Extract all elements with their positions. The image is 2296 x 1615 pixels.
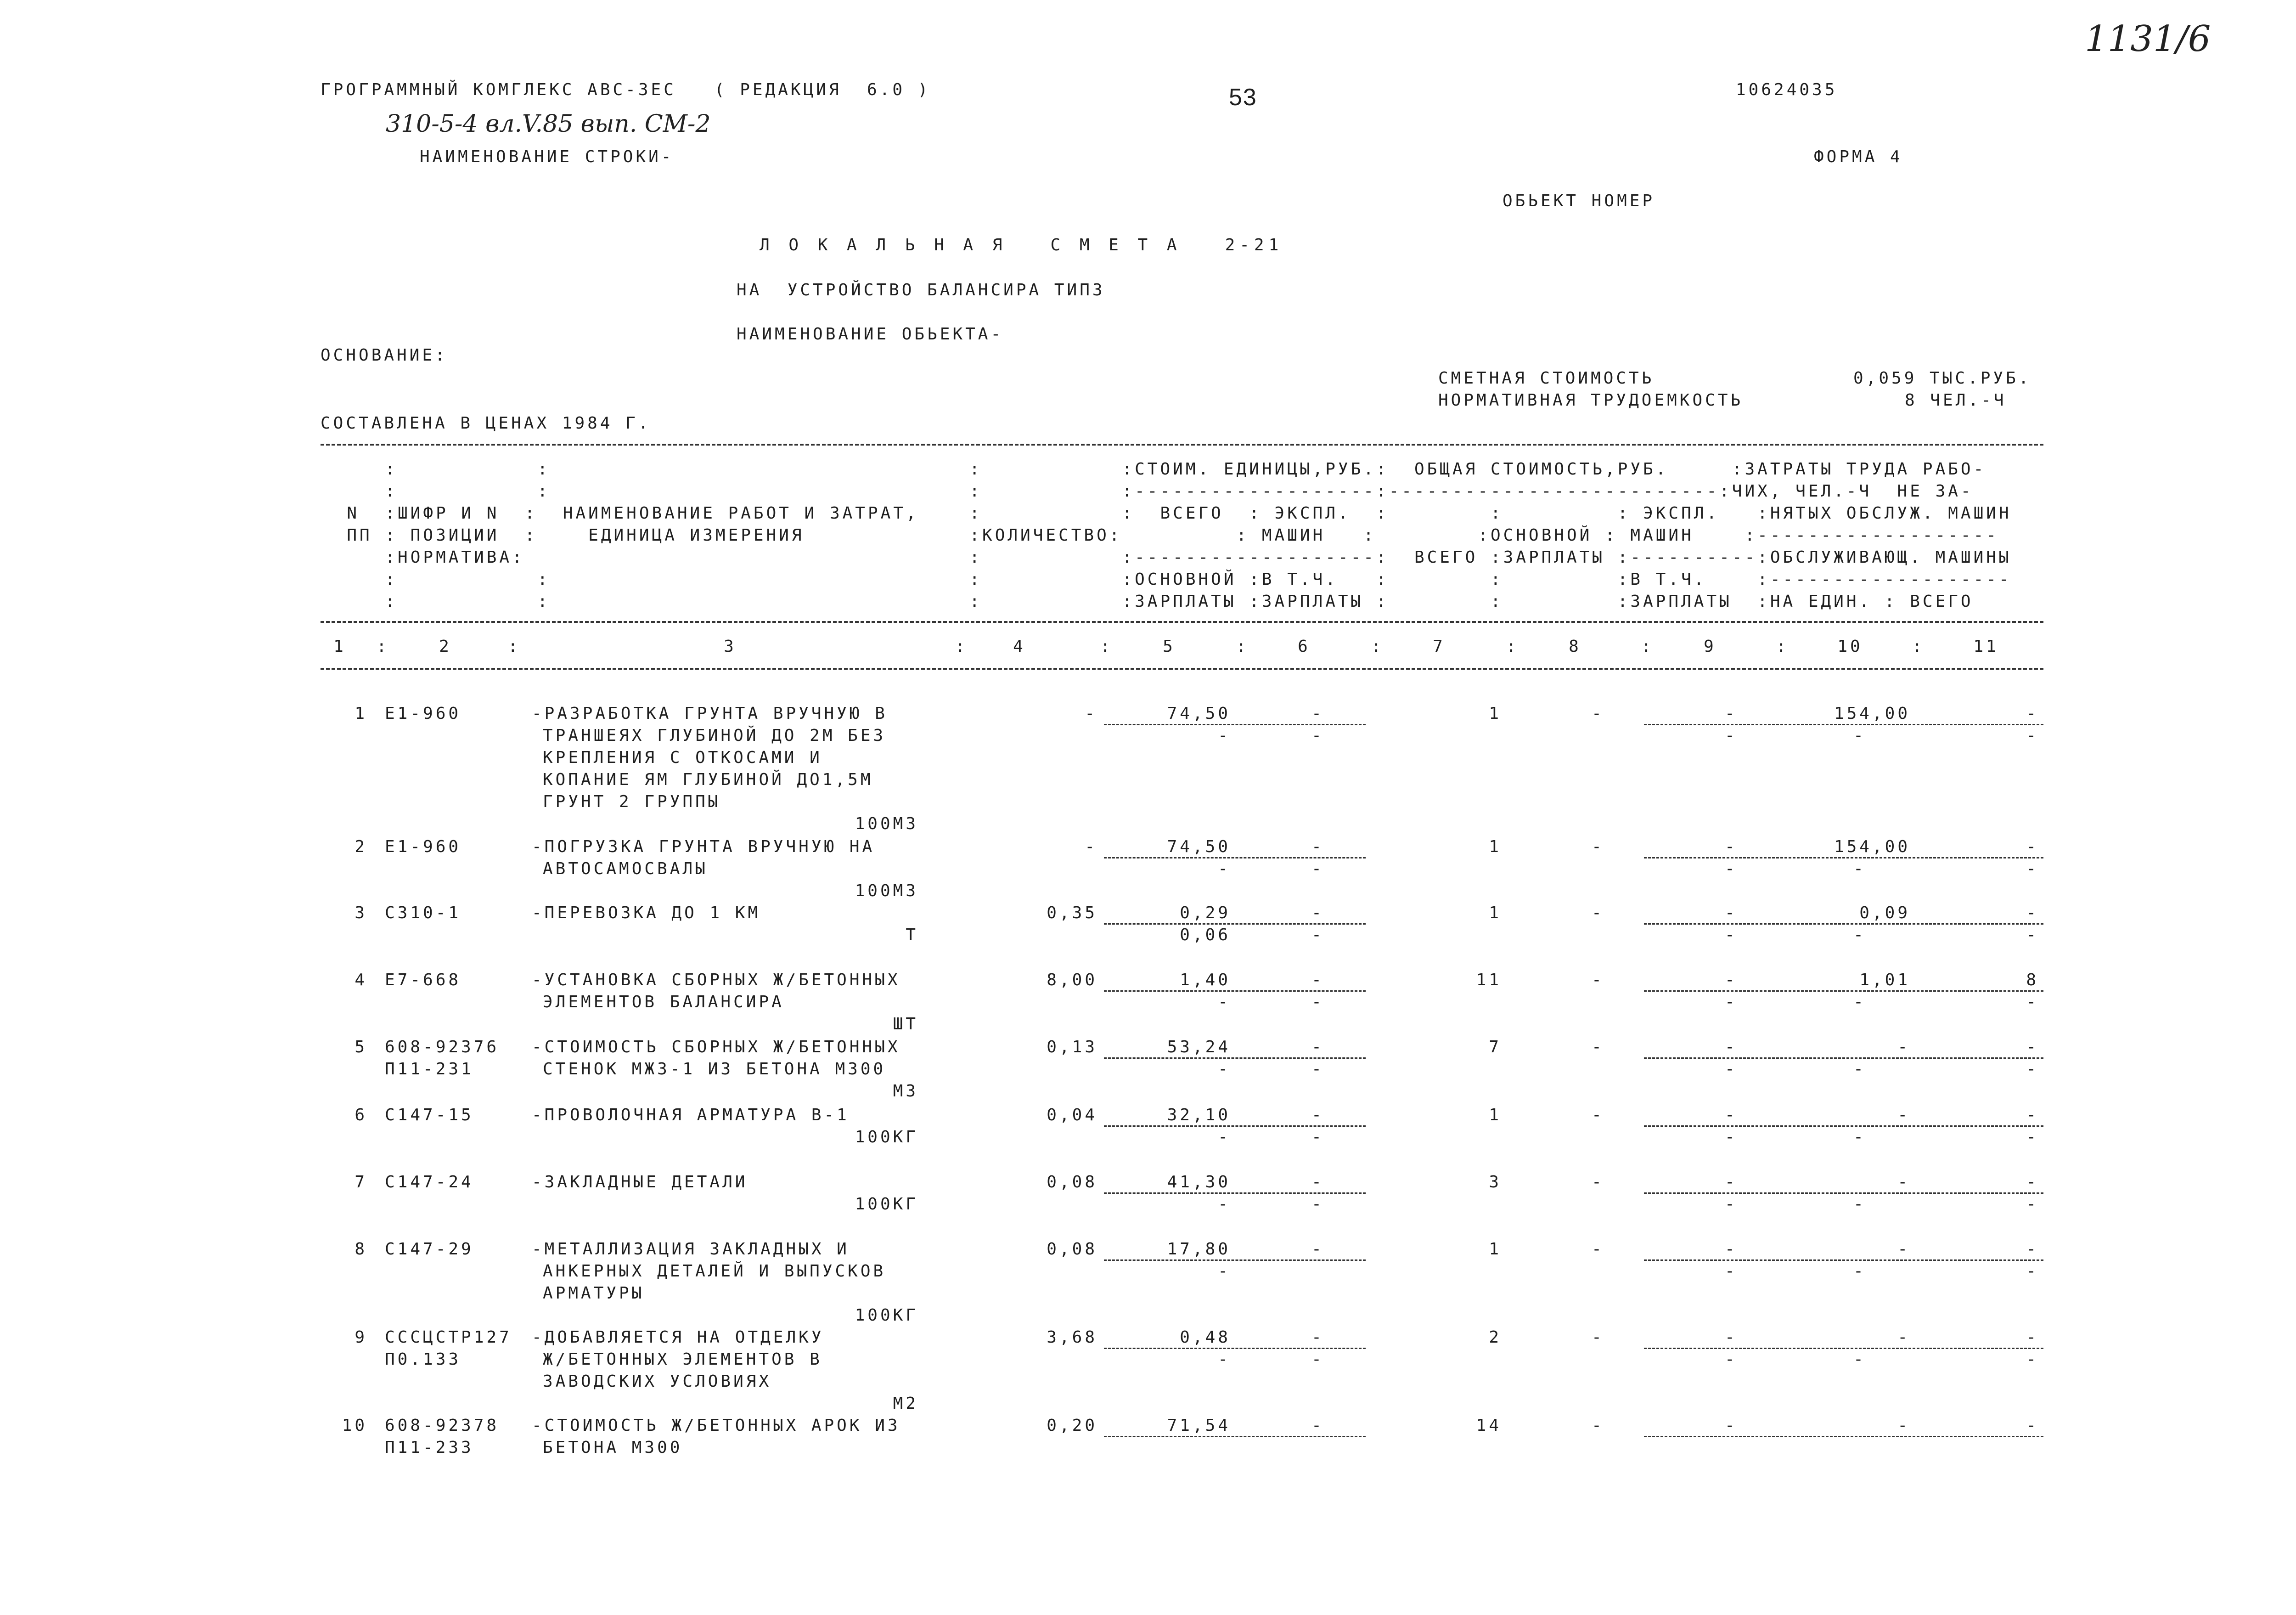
unit-cost-wages: 0,06 (1180, 926, 1231, 944)
work-name: ЗАВОДСКИХ УСЛОВИЯХ (543, 1372, 772, 1391)
total-machine-cost: - (1725, 837, 1738, 856)
handwritten-reference: 310-5-4 вл.V.85 вып. СМ-2 (386, 110, 711, 138)
machine-labor-per-unit: - (1853, 1060, 1866, 1079)
machine-labor-per-unit: - (1853, 1262, 1866, 1281)
labor-per-unit: 154,00 (1834, 704, 1910, 723)
work-name: -СТОИМОСТЬ СБОРНЫХ Ж/БЕТОННЫХ (532, 1038, 900, 1056)
machine-labor-total: - (2026, 1060, 2039, 1079)
unit-of-measure: 100КГ (855, 1195, 918, 1214)
quantity: 0,13 (1047, 1038, 1097, 1056)
work-name: КОПАНИЕ ЯМ ГЛУБИНОЙ ДО1,5М (543, 770, 873, 789)
machine-labor-total: - (2026, 1128, 2039, 1146)
unit-cost-wages: - (1218, 1195, 1231, 1214)
unit-of-measure: 100КГ (855, 1306, 918, 1325)
unit-cost-total: 0,48 (1180, 1328, 1231, 1347)
table-header-line: : : : :ОСНОВНОЙ :В Т.Ч. : : :В Т.Ч. :------------------- (321, 570, 2012, 589)
table-header-line: N :ШИФР И N : НАИМЕНОВАНИЕ РАБОТ И ЗАТРАТ, : : ВСЕГО : ЭКСПЛ. : : : ЭКСПЛ. :НЯТЫХ ОБСЛУЖ. МАШИН (321, 504, 2012, 523)
unit-of-measure: 100М3 (855, 814, 918, 833)
unit-cost-wages: - (1218, 1350, 1231, 1369)
basis-label: ОСНОВАНИЕ: (321, 346, 448, 365)
labor-total: 8 (2026, 971, 2039, 989)
unit-cost-total: 1,40 (1180, 971, 1231, 989)
labor-total: - (2026, 1416, 2039, 1435)
quantity: 3,68 (1047, 1328, 1097, 1347)
row-number: 6 (355, 1106, 367, 1124)
table-header-line: : : : :-------------------:--------------------------:ЧИХ, ЧЕЛ.-Ч НЕ ЗА- (321, 482, 1974, 501)
work-name: -ДОБАВЛЯЕТСЯ НА ОТДЕЛКУ (532, 1328, 824, 1347)
unit-cost-machine-wages: - (1311, 1128, 1324, 1146)
column-number: 7 (1433, 637, 1446, 656)
total-cost: 1 (1489, 704, 1502, 723)
cell-divider (1104, 857, 1366, 858)
row-number: 4 (355, 971, 367, 989)
quantity: 0,08 (1047, 1173, 1097, 1191)
total-wages: - (1592, 704, 1604, 723)
column-number: 8 (1569, 637, 1581, 656)
cell-divider (1644, 1259, 2043, 1261)
page-number: 53 (1229, 84, 1257, 111)
machine-labor-total: - (2026, 926, 2039, 944)
total-wages: - (1592, 1240, 1604, 1259)
labor-total: - (2026, 837, 2039, 856)
total-wages: - (1592, 837, 1604, 856)
total-machine-cost: - (1725, 1416, 1738, 1435)
total-machine-wages: - (1725, 1128, 1738, 1146)
work-name: КРЕПЛЕНИЯ С ОТКОСАМИ И (543, 748, 822, 767)
labor-total: - (2026, 704, 2039, 723)
machine-labor-per-unit: - (1853, 726, 1866, 745)
column-number: 2 (439, 637, 452, 656)
norm-code: С147-29 (385, 1240, 474, 1259)
unit-cost-machines: - (1311, 1038, 1324, 1056)
quantity: 0,20 (1047, 1416, 1097, 1435)
unit-of-measure: ШТ (893, 1015, 918, 1033)
total-cost: 14 (1476, 1416, 1502, 1435)
norm-code: С147-15 (385, 1106, 474, 1124)
cell-divider (1104, 1348, 1366, 1349)
program-name: ГРОГРАММНЫЙ КОМГЛЕКС АВС-ЗЕС ( РЕДАКЦИЯ 6.0 ) (321, 80, 931, 99)
line-name-label: НАИМЕНОВАНИЕ СТРОКИ- (420, 147, 674, 166)
machine-labor-total: - (2026, 1262, 2039, 1281)
total-wages: - (1592, 1328, 1604, 1347)
prices-basis: СОСТАВЛЕНА В ЦЕНАХ 1984 Г. (321, 414, 651, 433)
quantity: 8,00 (1047, 971, 1097, 989)
cell-divider (1644, 1057, 2043, 1059)
total-machine-cost: - (1725, 903, 1738, 922)
quantity: 0,08 (1047, 1240, 1097, 1259)
work-name: ЭЛЕМЕНТОВ БАЛАНСИРА (543, 993, 784, 1011)
total-cost: 1 (1489, 1240, 1502, 1259)
cell-divider (1104, 990, 1366, 992)
work-name: -СТОИМОСТЬ Ж/БЕТОННЫХ АРОК ИЗ (532, 1416, 900, 1435)
norm-code: СССЦСТР127 (385, 1328, 512, 1347)
labor-per-unit: 0,09 (1859, 903, 1910, 922)
table-header-line: : : : :СТОИМ. ЕДИНИЦЫ,РУБ.: ОБЩАЯ СТОИМОСТЬ,РУБ. :ЗАТРАТЫ ТРУДА РАБО- (321, 460, 1986, 479)
cell-divider (1104, 724, 1366, 725)
machine-labor-total: - (2026, 859, 2039, 878)
norm-code: П11-231 (385, 1060, 474, 1079)
object-number-label: ОБЬЕКТ НОМЕР (1503, 192, 1655, 210)
cell-divider (1104, 1057, 1366, 1059)
column-number: 4 (1013, 637, 1026, 656)
unit-cost-wages: - (1218, 1262, 1231, 1281)
norm-code: 608-92378 (385, 1416, 500, 1435)
row-number: 10 (342, 1416, 367, 1435)
labor-intensity-value: 8 ЧЕЛ.-Ч (1905, 391, 2007, 410)
row-number: 5 (355, 1038, 367, 1056)
unit-cost-machines: - (1311, 1328, 1324, 1347)
labor-per-unit: 1,01 (1859, 971, 1910, 989)
machine-labor-per-unit: - (1853, 1350, 1866, 1369)
unit-cost-machines: - (1311, 1416, 1324, 1435)
machine-labor-per-unit: - (1853, 926, 1866, 944)
work-name: БЕТОНА М300 (543, 1438, 683, 1457)
labor-per-unit: - (1897, 1106, 1910, 1124)
column-separator: : (377, 637, 389, 656)
labor-total: - (2026, 903, 2039, 922)
norm-code: П11-233 (385, 1438, 474, 1457)
total-cost: 7 (1489, 1038, 1502, 1056)
work-name: АНКЕРНЫХ ДЕТАЛЕЙ И ВЫПУСКОВ (543, 1262, 886, 1281)
norm-code: Е7-668 (385, 971, 461, 989)
total-machine-wages: - (1725, 859, 1738, 878)
cell-divider (1644, 990, 2043, 992)
work-name: -МЕТАЛЛИЗАЦИЯ ЗАКЛАДНЫХ И (532, 1240, 850, 1259)
form-label: ФОРМА 4 (1814, 147, 1903, 166)
quantity: 0,04 (1047, 1106, 1097, 1124)
machine-labor-per-unit: - (1853, 993, 1866, 1011)
work-name: АРМАТУРЫ (543, 1284, 645, 1303)
total-machine-wages: - (1725, 1262, 1738, 1281)
total-machine-cost: - (1725, 1173, 1738, 1191)
total-machine-wages: - (1725, 926, 1738, 944)
unit-cost-machines: - (1311, 1106, 1324, 1124)
document-code: 10624035 (1736, 80, 1838, 99)
document-title: Л О К А Л Ь Н А Я С М Е Т А 2-21 (760, 236, 1283, 254)
total-machine-cost: - (1725, 971, 1738, 989)
column-separator: : (1100, 637, 1113, 656)
labor-per-unit: - (1897, 1240, 1910, 1259)
machine-labor-total: - (2026, 1195, 2039, 1214)
cell-divider (1644, 1436, 2043, 1437)
total-wages: - (1592, 1106, 1604, 1124)
unit-cost-total: 53,24 (1167, 1038, 1231, 1056)
cell-divider (1644, 923, 2043, 925)
column-separator: : (1371, 637, 1384, 656)
work-name: Ж/БЕТОННЫХ ЭЛЕМЕНТОВ В (543, 1350, 822, 1369)
machine-labor-per-unit: - (1853, 1195, 1866, 1214)
unit-cost-total: 74,50 (1167, 837, 1231, 856)
column-separator: : (1776, 637, 1789, 656)
cell-divider (1104, 923, 1366, 925)
total-machine-cost: - (1725, 1328, 1738, 1347)
total-cost: 3 (1489, 1173, 1502, 1191)
unit-cost-wages: - (1218, 1060, 1231, 1079)
work-name: -УСТАНОВКА СБОРНЫХ Ж/БЕТОННЫХ (532, 971, 900, 989)
work-name: -ПРОВОЛОЧНАЯ АРМАТУРА В-1 (532, 1106, 850, 1124)
column-separator: : (1506, 637, 1519, 656)
total-wages: - (1592, 971, 1604, 989)
work-name: СТЕНОК МЖЗ-1 ИЗ БЕТОНА М300 (543, 1060, 886, 1079)
column-number: 1 (333, 637, 346, 656)
column-number: 6 (1298, 637, 1311, 656)
object-name-label: НАИМЕНОВАНИЕ ОБЬЕКТА- (737, 325, 1004, 344)
norm-code: 608-92376 (385, 1038, 500, 1056)
row-number: 9 (355, 1328, 367, 1347)
unit-cost-machine-wages: - (1311, 1350, 1324, 1369)
total-machine-wages: - (1725, 993, 1738, 1011)
labor-per-unit: - (1897, 1173, 1910, 1191)
work-name: -РАЗРАБОТКА ГРУНТА ВРУЧНУЮ В (532, 704, 888, 723)
quantity: - (1085, 704, 1097, 723)
machine-labor-per-unit: - (1853, 1128, 1866, 1146)
work-name: ТРАНШЕЯХ ГЛУБИНОЙ ДО 2М БЕЗ (543, 726, 886, 745)
unit-of-measure: 100М3 (855, 881, 918, 900)
estimated-cost-value: 0,059 ТЫС.РУБ. (1853, 369, 2032, 388)
work-name: -ПОГРУЗКА ГРУНТА ВРУЧНУЮ НА (532, 837, 875, 856)
unit-cost-total: 71,54 (1167, 1416, 1231, 1435)
labor-total: - (2026, 1106, 2039, 1124)
row-number: 3 (355, 903, 367, 922)
unit-cost-machine-wages: - (1311, 993, 1324, 1011)
machine-labor-total: - (2026, 726, 2039, 745)
unit-of-measure: М3 (893, 1082, 918, 1101)
cell-divider (1644, 1348, 2043, 1349)
cell-divider (1104, 1192, 1366, 1194)
row-number: 2 (355, 837, 367, 856)
table-header-line: ПП : ПОЗИЦИИ : ЕДИНИЦА ИЗМЕРЕНИЯ :КОЛИЧЕСТВО: : МАШИН : :ОСНОВНОЙ : МАШИН :------------------- (321, 526, 1999, 545)
cell-divider (1644, 1125, 2043, 1127)
machine-labor-per-unit: - (1853, 859, 1866, 878)
labor-total: - (2026, 1328, 2039, 1347)
work-name: -ЗАКЛАДНЫЕ ДЕТАЛИ (532, 1173, 748, 1191)
total-machine-cost: - (1725, 1106, 1738, 1124)
total-machine-wages: - (1725, 1350, 1738, 1369)
unit-of-measure: 100КГ (855, 1128, 918, 1146)
cell-divider (1644, 724, 2043, 725)
document-subtitle: НА УСТРОЙСТВО БАЛАНСИРА ТИП3 (737, 281, 1105, 299)
column-number: 10 (1837, 637, 1863, 656)
table-header-line: :НОРМАТИВА: : :-------------------: ВСЕГО :ЗАРПЛАТЫ :----------:ОБСЛУЖИВАЮЩ. МАШИНЫ (321, 548, 2012, 567)
total-machine-wages: - (1725, 726, 1738, 745)
cell-divider (1104, 1259, 1366, 1261)
unit-cost-total: 74,50 (1167, 704, 1231, 723)
column-separator: : (1641, 637, 1654, 656)
unit-cost-wages: - (1218, 1128, 1231, 1146)
total-machine-wages: - (1725, 1060, 1738, 1079)
total-cost: 1 (1489, 1106, 1502, 1124)
labor-per-unit: - (1897, 1416, 1910, 1435)
work-name: АВТОСАМОСВАЛЫ (543, 859, 708, 878)
unit-cost-machine-wages: - (1311, 859, 1324, 878)
unit-cost-total: 17,80 (1167, 1240, 1231, 1259)
total-machine-cost: - (1725, 1038, 1738, 1056)
unit-cost-total: 41,30 (1167, 1173, 1231, 1191)
unit-cost-machines: - (1311, 837, 1324, 856)
unit-cost-wages: - (1218, 859, 1231, 878)
norm-code: П0.133 (385, 1350, 461, 1369)
total-machine-cost: - (1725, 1240, 1738, 1259)
handwritten-corner-note: 1131/6 (2085, 18, 2211, 60)
labor-per-unit: - (1897, 1038, 1910, 1056)
column-separator: : (1236, 637, 1249, 656)
labor-total: - (2026, 1038, 2039, 1056)
norm-code: С310-1 (385, 903, 461, 922)
unit-of-measure: Т (906, 926, 918, 944)
total-wages: - (1592, 1416, 1604, 1435)
cell-divider (1104, 1125, 1366, 1127)
quantity: 0,35 (1047, 903, 1097, 922)
column-number: 5 (1163, 637, 1176, 656)
column-number: 11 (1973, 637, 1999, 656)
unit-cost-machine-wages: - (1311, 926, 1324, 944)
total-cost: 1 (1489, 903, 1502, 922)
column-number: 3 (724, 637, 737, 656)
work-name: -ПЕРЕВОЗКА ДО 1 КМ (532, 903, 761, 922)
norm-code: Е1-960 (385, 704, 461, 723)
work-name: ГРУНТ 2 ГРУППЫ (543, 792, 721, 811)
column-separator: : (955, 637, 968, 656)
cell-divider (1644, 1192, 2043, 1194)
unit-cost-machines: - (1311, 903, 1324, 922)
total-machine-cost: - (1725, 704, 1738, 723)
total-wages: - (1592, 1038, 1604, 1056)
quantity: - (1085, 837, 1097, 856)
unit-cost-machines: - (1311, 1240, 1324, 1259)
labor-per-unit: - (1897, 1328, 1910, 1347)
total-wages: - (1592, 1173, 1604, 1191)
total-wages: - (1592, 903, 1604, 922)
unit-cost-machines: - (1311, 704, 1324, 723)
estimated-cost-label: СМЕТНАЯ СТОИМОСТЬ (1438, 369, 1654, 388)
unit-cost-machines: - (1311, 1173, 1324, 1191)
unit-of-measure: М2 (893, 1394, 918, 1413)
unit-cost-total: 0,29 (1180, 903, 1231, 922)
total-cost: 11 (1476, 971, 1502, 989)
unit-cost-total: 32,10 (1167, 1106, 1231, 1124)
machine-labor-total: - (2026, 1350, 2039, 1369)
unit-cost-wages: - (1218, 726, 1231, 745)
labor-per-unit: 154,00 (1834, 837, 1910, 856)
labor-total: - (2026, 1173, 2039, 1191)
total-machine-wages: - (1725, 1195, 1738, 1214)
total-cost: 2 (1489, 1328, 1502, 1347)
table-header-line: : : : :ЗАРПЛАТЫ :ЗАРПЛАТЫ : : :ЗАРПЛАТЫ :НА ЕДИН. : ВСЕГО (321, 592, 1974, 611)
row-number: 1 (355, 704, 367, 723)
cell-divider (1644, 857, 2043, 858)
labor-total: - (2026, 1240, 2039, 1259)
column-separator: : (508, 637, 521, 656)
unit-cost-machine-wages: - (1311, 1195, 1324, 1214)
machine-labor-total: - (2026, 993, 2039, 1011)
unit-cost-machine-wages: - (1311, 726, 1324, 745)
unit-cost-machine-wages: - (1311, 1060, 1324, 1079)
labor-intensity-label: НОРМАТИВНАЯ ТРУДОЕМКОСТЬ (1438, 391, 1744, 410)
row-number: 7 (355, 1173, 367, 1191)
row-number: 8 (355, 1240, 367, 1259)
column-number: 9 (1704, 637, 1716, 656)
unit-cost-machines: - (1311, 971, 1324, 989)
total-cost: 1 (1489, 837, 1502, 856)
column-separator: : (1912, 637, 1925, 656)
norm-code: С147-24 (385, 1173, 474, 1191)
unit-cost-wages: - (1218, 993, 1231, 1011)
norm-code: Е1-960 (385, 837, 461, 856)
cell-divider (1104, 1436, 1366, 1437)
